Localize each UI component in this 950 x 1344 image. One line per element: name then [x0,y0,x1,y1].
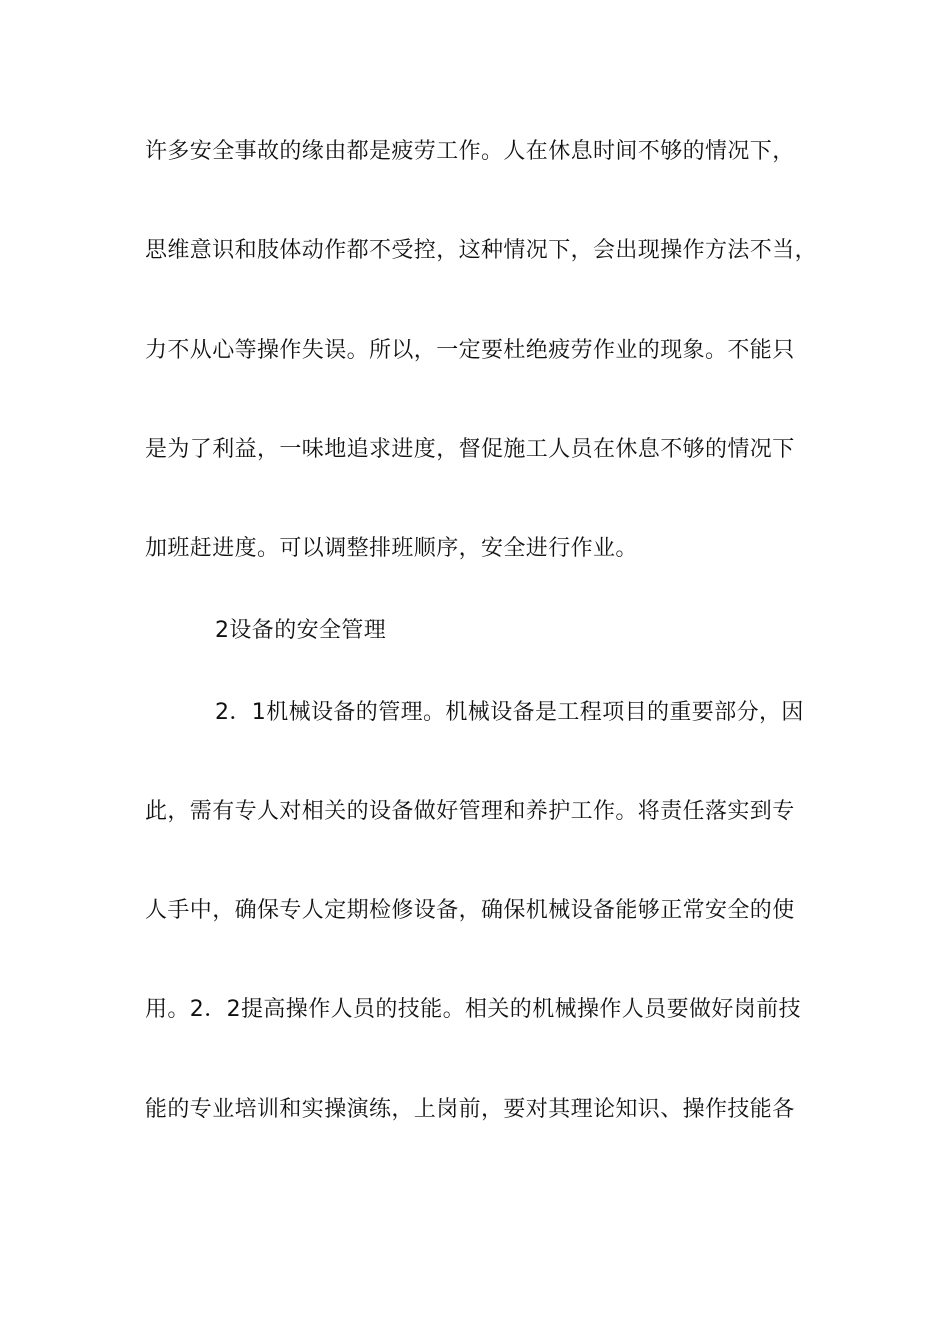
paragraph-line-11: 能的专业培训和实操演练，上岗前，要对其理论知识、操作技能各 [145,1097,795,1122]
paragraph-line-1: 许多安全事故的缘由都是疲劳工作。人在休息时间不够的情况下， [145,139,795,164]
section-heading: 2设备的安全管理 [215,618,387,643]
paragraph-line-2: 思维意识和肢体动作都不受控，这种情况下，会出现操作方法不当， [145,238,818,263]
paragraph-line-9: 人手中，确保专人定期检修设备，确保机械设备能够正常安全的使 [145,898,795,923]
paragraph-line-8: 此，需有专人对相关的设备做好管理和养护工作。将责任落实到专 [145,799,795,824]
paragraph-line-4: 是为了利益，一味地追求进度，督促施工人员在休息不够的情况下 [145,437,795,462]
paragraph-line-5: 加班赶进度。可以调整排班顺序，安全进行作业。 [145,536,638,561]
paragraph-line-3: 力不从心等操作失误。所以，一定要杜绝疲劳作业的现象。不能只 [145,338,795,363]
paragraph-line-7: 2．1机械设备的管理。机械设备是工程项目的重要部分，因 [215,700,804,725]
paragraph-line-10: 用。2．2提高操作人员的技能。相关的机械操作人员要做好岗前技 [145,997,801,1022]
